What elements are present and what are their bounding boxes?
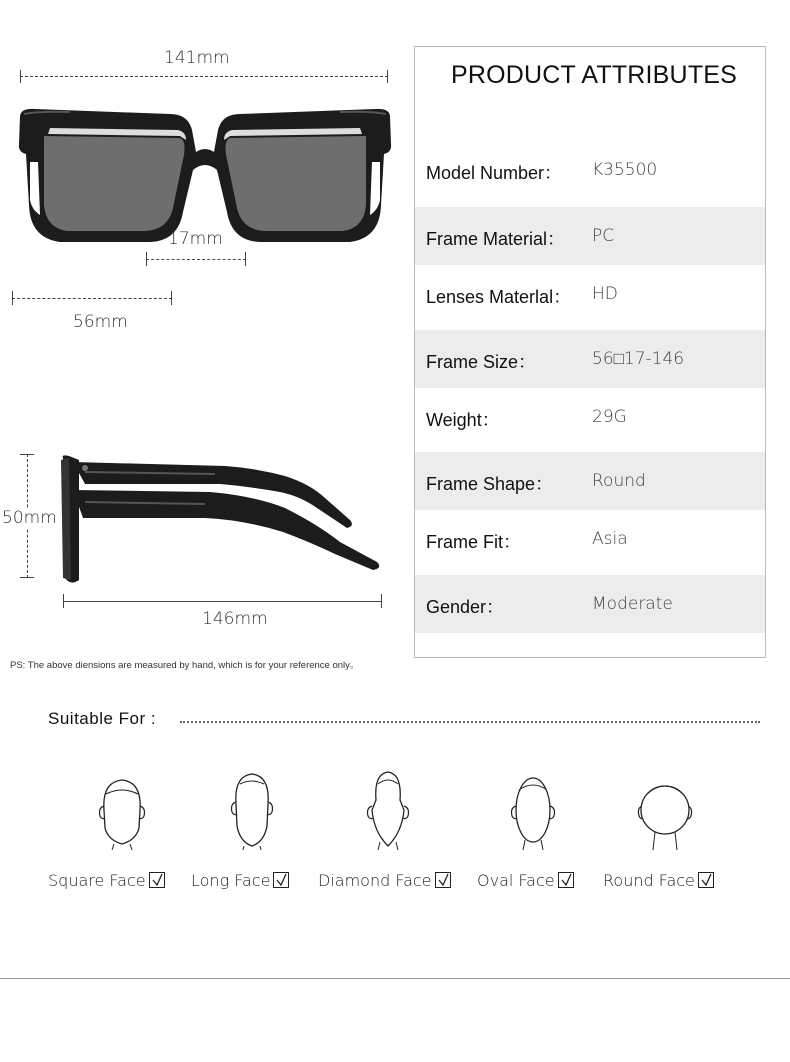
attr-label: Frame Size： — [426, 352, 537, 372]
attr-value: HD — [592, 284, 618, 304]
checkmark-icon — [149, 872, 165, 888]
checkmark-icon — [273, 872, 289, 888]
attr-label: Frame Fit： — [426, 532, 522, 552]
temple-length-label: 146mm — [202, 609, 268, 629]
attr-row-frame-material — [415, 207, 765, 265]
attr-value: Round — [592, 471, 646, 491]
product-attributes-panel — [414, 46, 766, 658]
bottom-divider — [0, 978, 790, 979]
checkmark-icon — [558, 872, 574, 888]
attr-label: Gender： — [426, 597, 505, 617]
bridge-line — [146, 259, 246, 260]
attr-value: 56□17-146 — [592, 349, 685, 369]
bridge-label: 17mm — [168, 229, 223, 249]
round-face-icon — [635, 770, 695, 850]
attr-row-frame-fit — [415, 510, 765, 568]
face-label-diamond: Diamond Face — [318, 870, 451, 890]
attr-row-frame-shape — [415, 452, 765, 510]
attr-label: Frame Material： — [426, 229, 566, 249]
attr-value: K35500 — [592, 160, 658, 180]
checkmark-icon — [435, 872, 451, 888]
attr-label: Weight： — [426, 410, 500, 430]
attr-value: 29G — [592, 407, 627, 427]
square-face-icon — [92, 770, 152, 850]
attr-label: Model Number： — [426, 163, 563, 183]
attr-row-lenses-material — [415, 265, 765, 323]
attr-label: Frame Shape： — [426, 474, 554, 494]
temple-length-line — [63, 601, 382, 602]
lens-width-line — [12, 298, 172, 299]
face-label-oval: Oval Face — [477, 870, 574, 890]
glasses-side-image — [55, 450, 385, 590]
face-label-square: Square Face — [48, 870, 165, 890]
attr-value: Asia — [592, 529, 628, 549]
total-width-label: 141mm — [164, 48, 230, 68]
attributes-title: PRODUCT ATTRIBUTES — [451, 61, 738, 89]
diamond-face-icon — [358, 770, 418, 850]
face-label-long: Long Face — [191, 870, 289, 890]
face-label-round: Round Face — [603, 870, 714, 890]
checkmark-icon — [698, 872, 714, 888]
attr-row-gender — [415, 575, 765, 633]
attr-row-frame-size — [415, 330, 765, 388]
oval-face-icon — [503, 770, 563, 850]
suitable-for-title: Suitable For : — [48, 709, 157, 728]
attr-row-model — [415, 141, 765, 199]
lens-width-label: 56mm — [73, 312, 128, 332]
attr-label: Lenses Materlal： — [426, 287, 572, 307]
dotted-divider — [180, 721, 760, 723]
long-face-icon — [222, 770, 282, 850]
total-width-line — [20, 76, 388, 77]
attr-value: PC — [592, 226, 615, 246]
lens-height-label: 50mm — [2, 508, 57, 528]
measurement-note: PS: The above diensions are measured by hand, which is for your reference only。 — [10, 660, 360, 671]
attr-value: Moderate — [592, 594, 673, 614]
attr-row-weight — [415, 388, 765, 446]
